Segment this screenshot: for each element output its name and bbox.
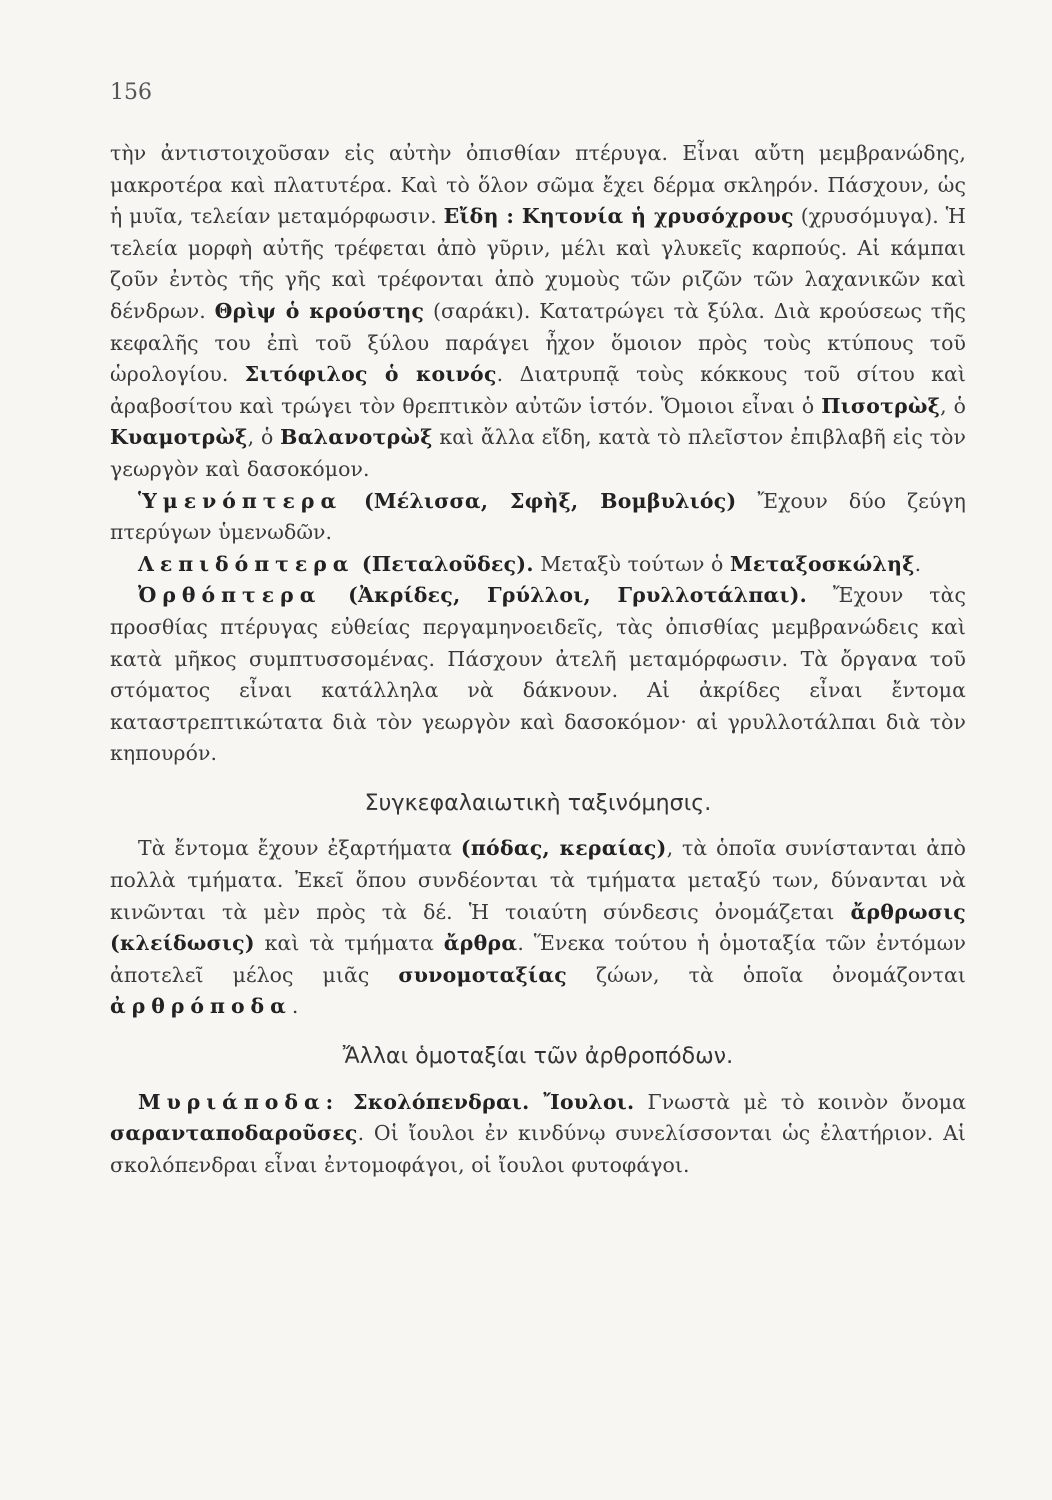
paragraph-myriapoda: Μυριάποδα: Σκολόπενδραι. Ἴουλοι. Γνωστὰ μὲ τὸ κοινὸν ὄνομα σαρανταποδαροῦσες. Οἱ ἴουλοι ἐν κινδύνῳ συνελίσσονται ὡς ἐλατήριον. Αἱ σκολόπενδραι εἶναι ἐντομοφάγοι, οἱ ἴουλοι φυτοφάγοι. [110, 1089, 966, 1177]
section-heading-other-classes: Ἄλλαι ὁμοταξίαι τῶν ἀρθροπόδων. [342, 1044, 734, 1070]
paragraph-orthoptera: Ὀρθόπτερα (Ἀκρίδες, Γρύλλοι, Γρυλλοτάλπαι). Ἔχουν τὰς προσθίας πτέρυγας εὐθείας περγαμηνοειδεῖς, τὰς ὀπισθίας μεμβρανώδεις καὶ κατὰ μῆκος συμπτυσσομένας. Πάσχουν ἀτελῆ μεταμόρφωσιν. Τὰ ὄργανα τοῦ στόματος εἶναι κατάλληλα νὰ δάκνουν. Αἱ ἀκρίδες εἶναι ἔντομα καταστρεπτικώτατα διὰ τὸν γεωργὸν καὶ δασοκόμον· αἱ γρυλλοτάλπαι διὰ τὸν κηπουρόν. [110, 583, 966, 766]
paragraph-lepidoptera: Λεπιδόπτερα (Πεταλοῦδες). Μεταξὺ τούτων ὁ Μεταξοσκώληξ. [138, 551, 922, 576]
page-number: 156 [110, 80, 152, 105]
paragraph-arthropoda: Τὰ ἔντομα ἔχουν ἐξαρτήματα (πόδας, κεραίας), τὰ ὁποῖα συνίστανται ἀπὸ πολλὰ τμήματα. Ἐκεῖ ὅπου συνδέονται τὰ τμήματα μεταξύ των, δύνανται νὰ κινῶνται τὰ μὲν πρὸς τὰ δέ. Ἡ τοιαύτη σύνδεσις ὀνομάζεται ἄρθρωσις (κλείδωσις) καὶ τὰ τμήματα ἄρθρα. Ἕνεκα τούτου ἡ ὁμοταξία τῶν ἐντόμων ἀποτελεῖ μέλος μιᾶς συνομοταξίας ζώων, τὰ ὁποῖα ὀνομάζονται ἀρθρόποδα. [110, 836, 967, 1019]
paragraph-hymenoptera: Ὑμενόπτερα (Μέλισσα, Σφὴξ, Βομβυλιός) Ἔχουν δύο ζεύγη πτερύγων ὑμενωδῶν. [110, 488, 966, 545]
page-body [110, 138, 966, 1181]
paragraph-coleoptera-species: τὴν ἀντιστοιχοῦσαν εἰς αὐτὴν ὀπισθίαν πτέρυγα. Εἶναι αὔτη μεμβρανώδης, μακροτέρα καὶ πλατυτέρα. Καὶ τὸ ὅλον σῶμα ἔχει δέρμα σκληρόν. Πάσχουν, ὡς ἡ μυῖα, τελείαν μεταμόρφωσιν. Εἴδη : Κητονία ἡ χρυσόχρους (χρυσόμυγα). Ἡ τελεία μορφὴ αὐτῆς τρέφεται ἀπὸ γῦριν, μέλι καὶ γλυκεῖς καρπούς. Αἱ κάμπαι ζοῦν ἐντὸς τῆς γῆς καὶ τρέφονται ἀπὸ χυμοὺς τῶν ριζῶν τῶν λαχανικῶν καὶ δένδρων. Θρὶψ ὁ κρούστης (σαράκι). Κατατρώγει τὰ ξύλα. Διὰ κρούσεως τῆς κεφαλῆς του ἐπὶ τοῦ ξύλου παράγει ἦχον ὅμοιον πρὸς τοὺς κτύπους τοῦ ὡρολογίου. Σιτόφιλος ὁ κοινός. Διατρυπᾷ τοὺς κόκκους τοῦ σίτου καὶ ἀραβοσίτου καὶ τρώγει τὸν θρεπτικὸν αὐτῶν ἱστόν. Ὅμοιοι εἶναι ὁ Πισοτρὼξ, ὁ Κυαμοτρὼξ, ὁ Βαλανοτρὼξ καὶ ἄλλα εἴδη, κατὰ τὸ πλεῖστον ἐπιβλαβῆ εἰς τὸν γεωργὸν καὶ δασοκόμον. [110, 141, 967, 481]
section-heading-summary: Συγκεφαλαιωτικὴ ταξινόμησις. [364, 790, 712, 816]
